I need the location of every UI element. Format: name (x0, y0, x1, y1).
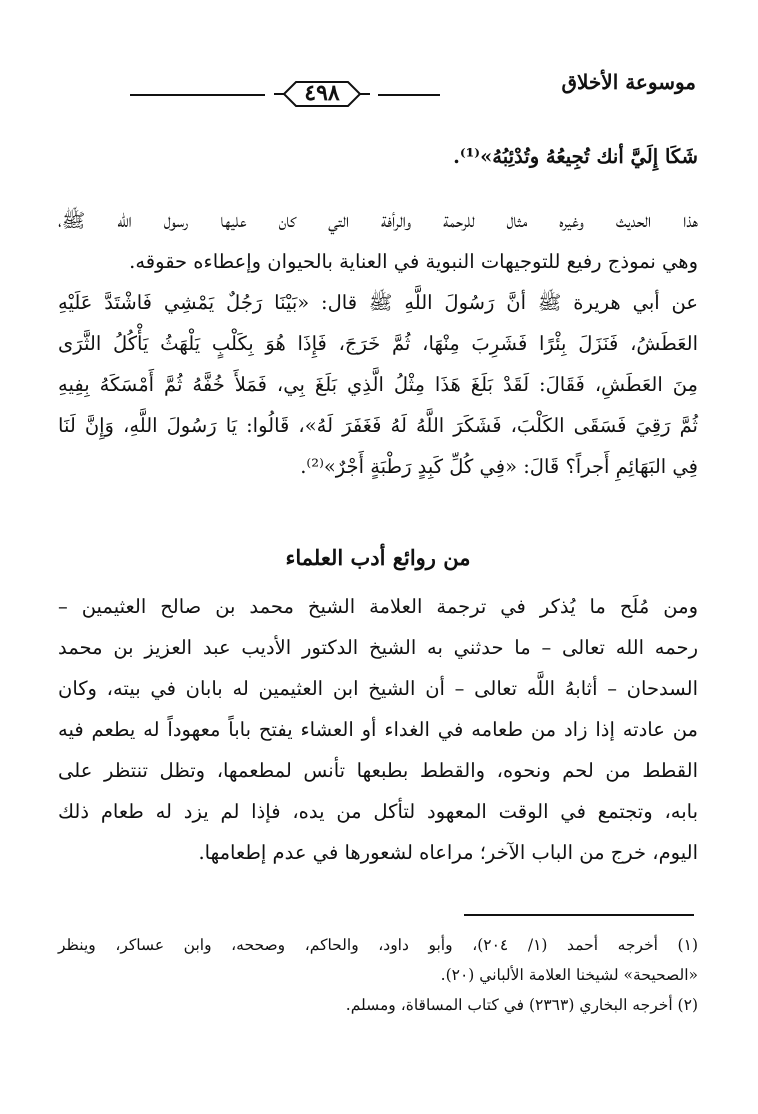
paragraph-4 (58, 586, 698, 873)
paragraph-1 (58, 136, 698, 177)
footnotes (58, 930, 698, 1020)
book-title: موسوعة الأخلاق (561, 70, 696, 94)
footnote-line: (٢) أخرجه البخاري (٢٣٦٣) في كتاب المساقاة، ومسلم. (345, 996, 698, 1014)
text-line: من عادته إذا زاد من طعامه في الغداء أو العشاء يفتح باباً معهوداً له يطعم فيه (58, 718, 698, 741)
text-line: اليوم، خرج من الباب الآخر؛ مراعاه لشعورها في عدم إطعامها. (198, 841, 698, 864)
text-line: ومن مُلَح ما يُذكر في ترجمة العلامة الشيخ محمد بن صالح العثيمين – (58, 595, 698, 618)
page-header (60, 66, 696, 110)
paragraph-2 (58, 200, 698, 282)
text-line: شَكَا إِلَيَّ أنك تُجِيعُهُ وتُدْئِبُهُ»⁽¹⁾. (453, 145, 698, 168)
section-heading: من روائع أدب العلماء (285, 545, 471, 570)
text-line: القطط من لحم ونحوه، والقطط بطبعها تأنس لمطعمها، وتظل تنتظر على (58, 759, 698, 782)
footnote-line: (١) أخرجه أحمد (١/ ٢٠٤)، وأبو داود، والحاكم، وصححه، وابن عساكر، وينظر (58, 936, 698, 954)
page-number: ٤٩٨ (304, 80, 340, 106)
header-rule-right (378, 94, 440, 96)
text-line: فِي البَهَائِمِ أَجراً؟ قَالَ: «فِي كُلِّ كَبِدٍ رَطْبَةٍ أَجْرٌ»⁽²⁾. (300, 455, 698, 478)
text-line: بابه، وتجتمع في الوقت المعهود لتأكل من يده، فإذا لم يزد له طعام ذلك (58, 800, 698, 823)
text-line: ثُمَّ رَقِيَ فَسَقَى الكَلْبَ، فَشَكَرَ اللَّهُ لَهُ فَغَفَرَ لَهُ»، قَالُوا: يَا رَسُولَ اللَّهِ، وَإِنَّ لَنَا (58, 414, 698, 437)
text-line: عن أبي هريرة ﷺ أنَّ رَسُولَ اللَّهِ ﷺ قال: «بَيْنَا رَجُلٌ يَمْشِي فَاشْتَدَّ عَلَيْهِ (58, 291, 698, 314)
footnote-line: «الصحيحة» لشيخنا العلامة الألباني (٢٠). (440, 966, 698, 984)
text-line: رحمه الله تعالى – ما حدثني به الشيخ الدكتور الأديب عبد العزيز بن محمد (58, 636, 698, 659)
text-line: مِنَ العَطَشِ، فَقَالَ: لَقَدْ بَلَغَ هَذَا مِثْلُ الَّذِي بَلَغَ بِي، فَمَلأَ خُفَّهُ ثُمَّ أَمْسَكَهُ بِفِيهِ (58, 373, 698, 396)
page-number-badge (270, 78, 374, 110)
text-line: وهي نموذج رفيع للتوجيهات النبوية في العناية بالحيوان وإعطاءه حقوقه. (129, 250, 698, 273)
paragraph-3-hadith (58, 282, 698, 487)
footnote-separator (464, 914, 694, 916)
text-line: السدحان – أثابهُ اللَّه تعالى – أن الشيخ ابن العثيمين له بابان في بيته، وكان (58, 677, 698, 700)
text-line: العَطَشُ، فَنَزَلَ بِئْرًا فَشَرِبَ مِنْهَا، ثُمَّ خَرَجَ، فَإِذَا هُوَ بِكَلْبٍ يَلْهَثُ يَأْكُلُ الثَّرَى (58, 332, 698, 355)
text-line: هذا الحديث وغيره مثال للرحمة والرأفة التي كان عليها رسول الله ﷺ، (58, 209, 698, 232)
header-rule-left (130, 94, 265, 96)
